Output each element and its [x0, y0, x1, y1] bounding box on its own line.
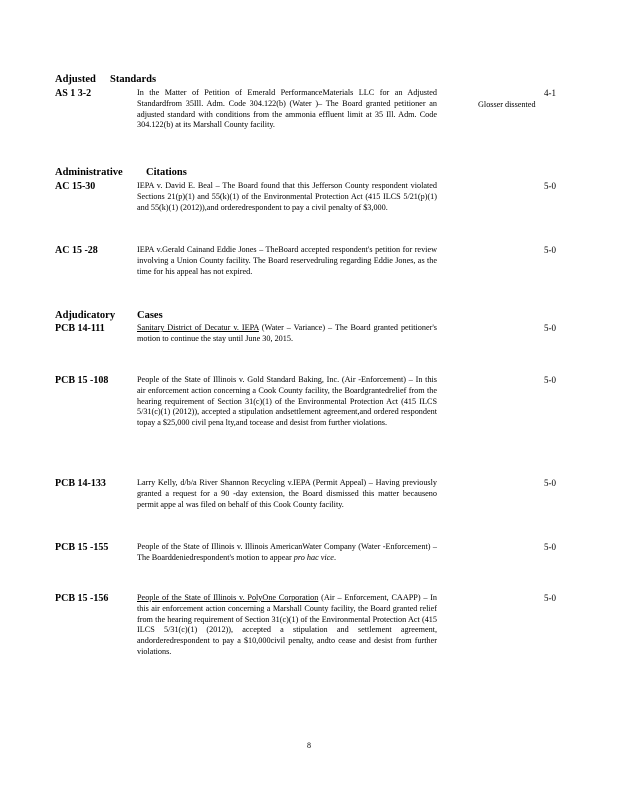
entry-description: (Water – Variance) – The Board granted petitioner's motion to continue the stay until June 30, 2015. [137, 323, 437, 343]
docket-number: AS 1 3-2 [55, 88, 92, 99]
docket-number: PCB 15 -155 [55, 542, 109, 553]
entry-description: (Water )– The Board granted petitioner an adjusted standard with conditions from the ammonia effluent limit at 35 Ill. Adm. Code 304.122(b) at its Marshall County facility. [137, 98, 437, 130]
entry-text [137, 478, 437, 510]
entry-description: IEPA v.Gerald Cainand Eddie Jones – TheBoard accepted respondent's petition for review involving a Union County facility. The Board reservedruling regarding Eddie Jones, as the time for his appeal has not expired. [137, 245, 437, 276]
section-heading-part-a: Administrative [55, 167, 123, 178]
vote-count: 5-0 [544, 478, 556, 488]
section-heading-part-b: Standards [110, 74, 157, 85]
vote-count: 5-0 [544, 542, 556, 552]
entry-text [137, 593, 437, 658]
section-heading-part-a: Adjusted [55, 74, 96, 85]
docket-number: AC 15-30 [55, 181, 96, 192]
vote-count: 5-0 [544, 593, 556, 603]
entry-text [137, 375, 437, 429]
entry-title: In the Matter of Petition of Emerald PerformanceMaterials LLC for an Adjusted Standardfrom 35Ill. Adm. Code 304.122(b) [137, 88, 437, 108]
docket-number: PCB 15 -108 [55, 375, 109, 386]
entry-text [137, 181, 437, 213]
section-heading-part-b: Cases [137, 310, 163, 321]
vote-note: Glosser dissented [478, 100, 536, 109]
page-number: 8 [307, 741, 311, 750]
vote-count: 5-0 [544, 245, 556, 255]
docket-number: AC 15 -28 [55, 245, 98, 256]
vote-count: 4-1 [544, 88, 556, 98]
vote-count: 5-0 [544, 375, 556, 385]
entry-text [137, 323, 437, 345]
entry-description: IEPA v. David E. Beal – The Board found that this Jefferson County respondent violated Sections 21(p)(1) and 55(k)(1) of the Environmental Protection Act (415 ILCS 5/21(p)(1) and 55(k)(1) (2012)),and orderedrespondent to pay a civil penalty of $3,000. [137, 181, 437, 212]
section-heading-part-b: Citations [146, 167, 187, 178]
entry-description: People of the State of Illinois v. Illinois AmericanWater Company (Water -Enforcement) – The Boarddeniedrespondent's motion to appear [137, 542, 437, 562]
entry-description: Larry Kelly, d/b/a River Shannon Recycling v.IEPA (Permit Appeal) – Having previously granted a request for a 90 -day extension, the Board dismissed this matter becauseno permit appe al was filed on behalf of this Cook County facility. [137, 478, 437, 509]
entry-italic-term: pro hac vice [293, 552, 334, 562]
section-heading-part-a: Adjudicatory [55, 310, 116, 321]
vote-count: 5-0 [544, 181, 556, 191]
entry-text [137, 88, 437, 131]
entry-text [137, 542, 437, 564]
docket-number: PCB 15 -156 [55, 593, 109, 604]
docket-number: PCB 14-111 [55, 323, 105, 334]
entry-description: People of the State of Illinois v. Gold Standard Baking, Inc. (Air -Enforcement) – In this air enforcement action concerning a Cook County facility, the Boardgrantedrelief from the hearing requirement of Section 31(c)(1) of the Environmental Protection Act (415 ILCS 5/31(c)(1) (2012)), accepted a stipulation andsettlement agreement,and ordered respondent topay a $25,000 civil pena lty,and tocease and desist from further violations. [137, 375, 437, 428]
entry-description: (Air – Enforcement, CAAPP) – In this air enforcement action concerning a Marshall County facility, the Board granted relief from the hearing requirement of Section 31(c)(1) of the Environmental Protection Act (415 ILCS 5/31(c)(1) (2012)), accepted a stipulation and settlement agreement, andorderedrespondent to pay a $10,000civil penalty, andto cease and desist from further violations. [137, 593, 438, 656]
entry-text [137, 245, 437, 277]
entry-description-end: . [333, 552, 336, 562]
entry-title: Sanitary District of Decatur v. IEPA [137, 323, 259, 332]
vote-count: 5-0 [544, 323, 556, 333]
docket-number: PCB 14-133 [55, 478, 106, 489]
entry-title: People of the State of Illinois v. PolyOne Corporation [137, 593, 319, 602]
